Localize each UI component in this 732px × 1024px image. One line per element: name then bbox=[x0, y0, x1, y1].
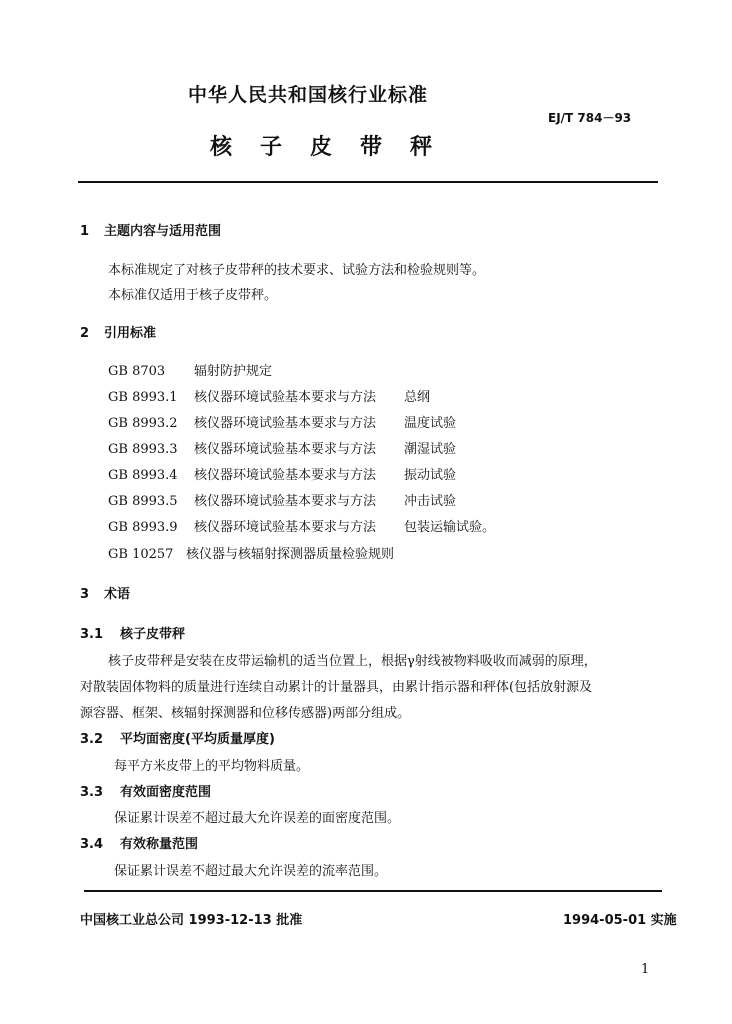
section-number: 3 bbox=[80, 587, 90, 602]
term-heading bbox=[80, 728, 275, 747]
reference-item bbox=[108, 516, 495, 535]
reference-title: 核仪器环境试验基本要求与方法 bbox=[194, 468, 377, 483]
term-definition-line: 核子皮带秤是安装在皮带运输机的适当位置上，根据γ射线被物料吸收而减弱的原理， bbox=[108, 654, 597, 669]
paragraph: 本标准规定了对核子皮带秤的技术要求、试验方法和检验规则等。 bbox=[108, 263, 486, 278]
reference-title: 核仪器环境试验基本要求与方法 bbox=[194, 390, 377, 405]
reference-title: 核仪器环境试验基本要求与方法 bbox=[194, 494, 377, 509]
term-heading bbox=[80, 833, 198, 852]
reference-item bbox=[108, 464, 456, 483]
reference-item bbox=[108, 438, 456, 457]
reference-code: GB 8993.5 bbox=[108, 494, 178, 509]
reference-title: 核仪器环境试验基本要求与方法 bbox=[194, 416, 377, 431]
term-title: 平均面密度(平均质量厚度) bbox=[120, 732, 275, 747]
reference-subtitle: 温度试验 bbox=[404, 416, 457, 431]
page-number: 1 bbox=[641, 962, 650, 977]
section-2-heading bbox=[80, 322, 156, 341]
section-title: 术语 bbox=[104, 587, 131, 602]
section-3-heading bbox=[80, 583, 130, 602]
term-definition-line: 源容器、框架、核辐射探测器和位移传感器)两部分组成。 bbox=[80, 706, 411, 721]
term-title: 核子皮带秤 bbox=[120, 627, 186, 642]
section-number: 2 bbox=[80, 326, 90, 341]
term-heading bbox=[80, 781, 211, 800]
reference-subtitle: 冲击试验 bbox=[404, 494, 457, 509]
document-title: 核子皮带秤 bbox=[210, 135, 461, 160]
term-number: 3.3 bbox=[80, 785, 104, 800]
reference-subtitle: 包装运输试验。 bbox=[404, 520, 496, 535]
reference-code: GB 8993.1 bbox=[108, 390, 178, 405]
reference-subtitle: 潮湿试验 bbox=[404, 442, 457, 457]
reference-subtitle: 振动试验 bbox=[404, 468, 457, 483]
reference-subtitle: 总纲 bbox=[404, 390, 431, 405]
term-number: 3.2 bbox=[80, 732, 104, 747]
reference-item bbox=[108, 386, 430, 405]
section-1-heading bbox=[80, 220, 221, 239]
reference-title: 辐射防护规定 bbox=[194, 364, 273, 379]
term-definition: 每平方米皮带上的平均物料质量。 bbox=[114, 759, 310, 774]
paragraph: 本标准仅适用于核子皮带秤。 bbox=[108, 288, 278, 303]
implementation-date: 1994-05-01 实施 bbox=[563, 913, 677, 928]
reference-code: GB 10257 bbox=[108, 547, 174, 562]
org-title: 中华人民共和国核行业标准 bbox=[188, 84, 429, 106]
reference-code: GB 8703 bbox=[108, 364, 166, 379]
section-title: 引用标准 bbox=[104, 326, 157, 341]
term-number: 3.1 bbox=[80, 627, 104, 642]
reference-item bbox=[108, 412, 456, 431]
reference-code: GB 8993.9 bbox=[108, 520, 178, 535]
header-divider bbox=[78, 181, 658, 183]
term-title: 有效面密度范围 bbox=[120, 785, 212, 800]
section-title: 主题内容与适用范围 bbox=[104, 224, 222, 239]
term-definition-line: 对散装固体物料的质量进行连续自动累计的计量器具，由累计指示器和秤体(包括放射源及 bbox=[80, 680, 593, 695]
term-heading bbox=[80, 623, 185, 642]
term-number: 3.4 bbox=[80, 837, 104, 852]
term-title: 有效称量范围 bbox=[120, 837, 199, 852]
reference-code: GB 8993.3 bbox=[108, 442, 178, 457]
standard-code: EJ/T 784－93 bbox=[548, 111, 632, 125]
reference-title: 核仪器环境试验基本要求与方法 bbox=[194, 520, 377, 535]
term-definition: 保证累计误差不超过最大允许误差的流率范围。 bbox=[114, 864, 388, 879]
reference-item bbox=[108, 490, 456, 509]
reference-title: 核仪器与核辐射探测器质量检验规则 bbox=[186, 547, 395, 562]
reference-title: 核仪器环境试验基本要求与方法 bbox=[194, 442, 377, 457]
reference-item bbox=[108, 360, 272, 379]
reference-code: GB 8993.4 bbox=[108, 468, 178, 483]
footer-divider bbox=[84, 890, 662, 892]
term-definition: 保证累计误差不超过最大允许误差的面密度范围。 bbox=[114, 811, 401, 826]
approval-line: 中国核工业总公司 1993-12-13 批准 bbox=[80, 913, 303, 928]
section-number: 1 bbox=[80, 224, 90, 239]
reference-code: GB 8993.2 bbox=[108, 416, 178, 431]
reference-item bbox=[108, 543, 394, 562]
